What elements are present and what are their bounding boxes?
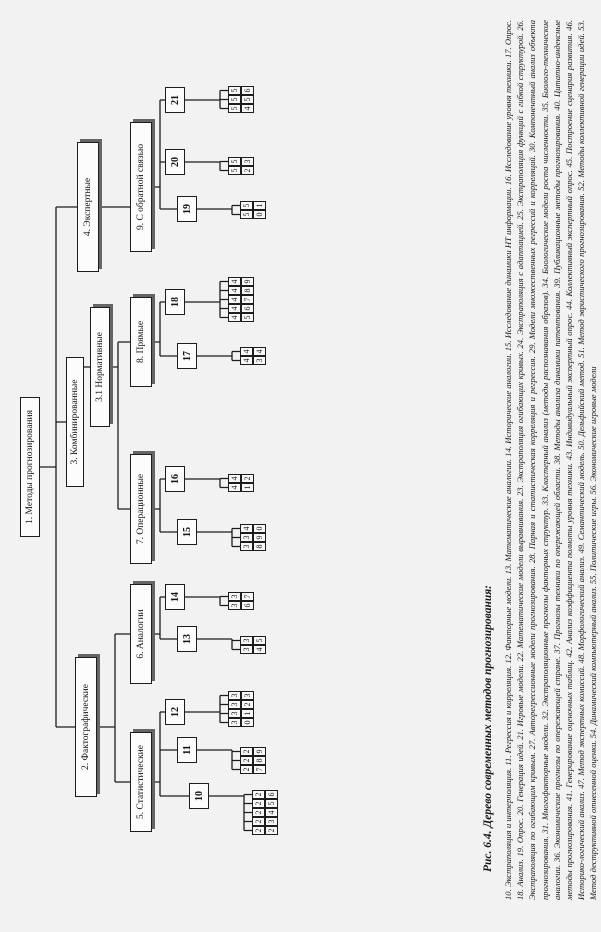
node-13: 13: [177, 626, 197, 652]
leaf-56-tens: 5: [228, 86, 241, 95]
leaf-25-tens: 2: [252, 799, 265, 808]
leaf-28-units: 8: [253, 756, 266, 765]
leaf-27-tens: 2: [240, 765, 253, 774]
leaf-50-units: 0: [253, 210, 266, 219]
leaf-40-tens: 4: [240, 524, 253, 533]
leaf-33-tens: 3: [228, 691, 241, 700]
leaf-23-tens: 2: [252, 817, 265, 826]
node-21: 21: [165, 87, 185, 113]
leaf-25-units: 5: [265, 799, 278, 808]
leaf-55-tens: 5: [228, 95, 241, 104]
leaf-31-tens: 3: [228, 709, 241, 718]
node-16: 16: [165, 466, 185, 492]
leaf-26-units: 6: [265, 790, 278, 799]
leaf-23-units: 3: [265, 817, 278, 826]
leaf-42-units: 2: [241, 474, 254, 483]
figure-legend: 10. Экстраполяция и интерполяция. 11. Регрессия и корреляция. 12. Факторные модели. 13. Математические аналогии. 14. Исторические аналогии. 15. Исследование динамики НТ информации. 16. Исследование уровня техники. 17. Опрос. 18. Анализ. 19. Опрос. 20. Генерация идей. 21. Игровые модели. 22. Математические модели выравнивания. 23. Экстраполяция огибающих кривых. 24. Экстраполяция с адаптацией. 25. Экстраполяция функций с гибкой структурой. 26. Экстраполяция по огибающим кривым. 27. Авторегрессионные модели прогнозирования. 28. Парная и статистическая корреляция и регрессия. 29. Модели множественных регрессий и корреляций. 30. Компонентный анализ объекта прогнозирования. 31. Многофакторные модели. 32. Экстраполяционные прогнозы факторных структур. 33. Кластерный анализ (методы распознавания образов). 34. Биологические модели роста численности. 35. Биолого-технические аналогии. 36. Экономические прогнозы по опережающей стране. 37. Прогнозы техники по опережающей области. 38. Методы анализа динамики патентования. 39. Публикационные методы прогнозирования. 40. Цитатно-индексные методы прогнозирования. 41. Генерирование оценочных таблиц. 42. Анализ коэффициента полноты уровня техники. 43. Индивидуальный экспертный опрос. 44. Коллективный экспертный опрос. 45. Построение сценария развития. 46. Историко-логический анализ. 47. Метод экспертных комиссий. 48. Морфологический анализ. 49. Семантический модель. 50. Дельфийский метод. 51. Метод эвристического прогнозирования. 52. Методы коллективной генерации идей. 53. Метод деструктивной отнесенной оценки. 54. Динамический компьютерный анализ. 55. Политические игры. 56. Экономические игровые модели: [503, 20, 599, 900]
leaf-49-tens: 4: [228, 277, 241, 286]
leaf-37-units: 7: [241, 592, 254, 601]
leaf-48-units: 8: [241, 286, 254, 295]
leaf-51-tens: 5: [240, 201, 253, 210]
combined-node: 3. Комбинированные: [66, 357, 84, 487]
leaf-47-units: 7: [241, 295, 254, 304]
leaf-48-tens: 4: [228, 286, 241, 295]
leaf-41-tens: 4: [228, 483, 241, 492]
leaf-32-tens: 3: [228, 700, 241, 709]
leaf-31-units: 1: [241, 709, 254, 718]
figure-caption: [482, 12, 494, 872]
direct-node: 8. Прямые: [130, 297, 152, 387]
operational-node: 7. Операционные: [130, 454, 152, 564]
leaf-30-tens: 3: [228, 718, 241, 727]
leaf-32-units: 2: [241, 700, 254, 709]
leaf-52-tens: 5: [228, 166, 241, 175]
leaf-26-tens: 2: [252, 790, 265, 799]
leaf-56-units: 6: [241, 86, 254, 95]
leaf-37-tens: 3: [228, 592, 241, 601]
leaf-55-units: 5: [241, 95, 254, 104]
leaf-47-tens: 4: [228, 295, 241, 304]
leaf-35-units: 5: [253, 636, 266, 645]
feedback-node: 9. С обратной связью: [130, 122, 152, 252]
figure-title: Дерево современных методов прогнозирования:: [482, 584, 494, 828]
leaf-50-tens: 5: [240, 210, 253, 219]
leaf-43-tens: 4: [240, 356, 253, 365]
leaf-40-units: 0: [253, 524, 266, 533]
leaf-46-tens: 4: [228, 304, 241, 313]
node-14: 14: [165, 584, 185, 610]
leaf-33-units: 3: [241, 691, 254, 700]
node-19: 19: [177, 196, 197, 222]
leaf-29-units: 9: [253, 747, 266, 756]
root-node: 1. Методы прогнозирования: [20, 397, 40, 537]
leaf-35-tens: 3: [240, 636, 253, 645]
leaf-29-tens: 2: [240, 747, 253, 756]
leaf-22-units: 2: [265, 826, 278, 835]
leaf-38-tens: 3: [240, 542, 253, 551]
node-12: 12: [165, 699, 185, 725]
node-18: 18: [165, 289, 185, 315]
node-20: 20: [165, 149, 185, 175]
leaf-34-units: 4: [253, 645, 266, 654]
leaf-44-units: 4: [253, 347, 266, 356]
leaf-24-units: 4: [265, 808, 278, 817]
leaf-36-tens: 3: [228, 601, 241, 610]
leaf-24-tens: 2: [252, 808, 265, 817]
node-11: 11: [177, 737, 197, 763]
analogies-node: 6. Аналогии: [130, 584, 152, 684]
leaf-30-units: 0: [241, 718, 254, 727]
normative-node: 3.1 Нормативные: [90, 307, 110, 427]
figure-number: Рис. 6.4.: [482, 830, 494, 872]
leaf-41-units: 1: [241, 483, 254, 492]
leaf-46-units: 6: [241, 304, 254, 313]
leaf-49-units: 9: [241, 277, 254, 286]
leaf-53-tens: 5: [228, 157, 241, 166]
factographic-node: 2. Фактографические: [75, 657, 97, 797]
expert-node: 4. Экспертные: [77, 142, 99, 272]
leaf-34-tens: 3: [240, 645, 253, 654]
leaf-36-units: 6: [241, 601, 254, 610]
leaf-45-units: 5: [241, 313, 254, 322]
leaf-22-tens: 2: [252, 826, 265, 835]
leaf-39-units: 9: [253, 533, 266, 542]
leaf-54-tens: 5: [228, 104, 241, 113]
leaf-54-units: 4: [241, 104, 254, 113]
leaf-39-tens: 3: [240, 533, 253, 542]
leaf-42-tens: 4: [228, 474, 241, 483]
leaf-45-tens: 4: [228, 313, 241, 322]
leaf-28-tens: 2: [240, 756, 253, 765]
node-17: 17: [177, 343, 197, 369]
leaf-43-units: 3: [253, 356, 266, 365]
leaf-27-units: 7: [253, 765, 266, 774]
node-15: 15: [177, 519, 197, 545]
statistical-node: 5. Статистические: [130, 732, 152, 832]
node-10: 10: [189, 783, 209, 809]
leaf-44-tens: 4: [240, 347, 253, 356]
leaf-51-units: 1: [253, 201, 266, 210]
leaf-52-units: 2: [241, 166, 254, 175]
leaf-53-units: 3: [241, 157, 254, 166]
leaf-38-units: 8: [253, 542, 266, 551]
